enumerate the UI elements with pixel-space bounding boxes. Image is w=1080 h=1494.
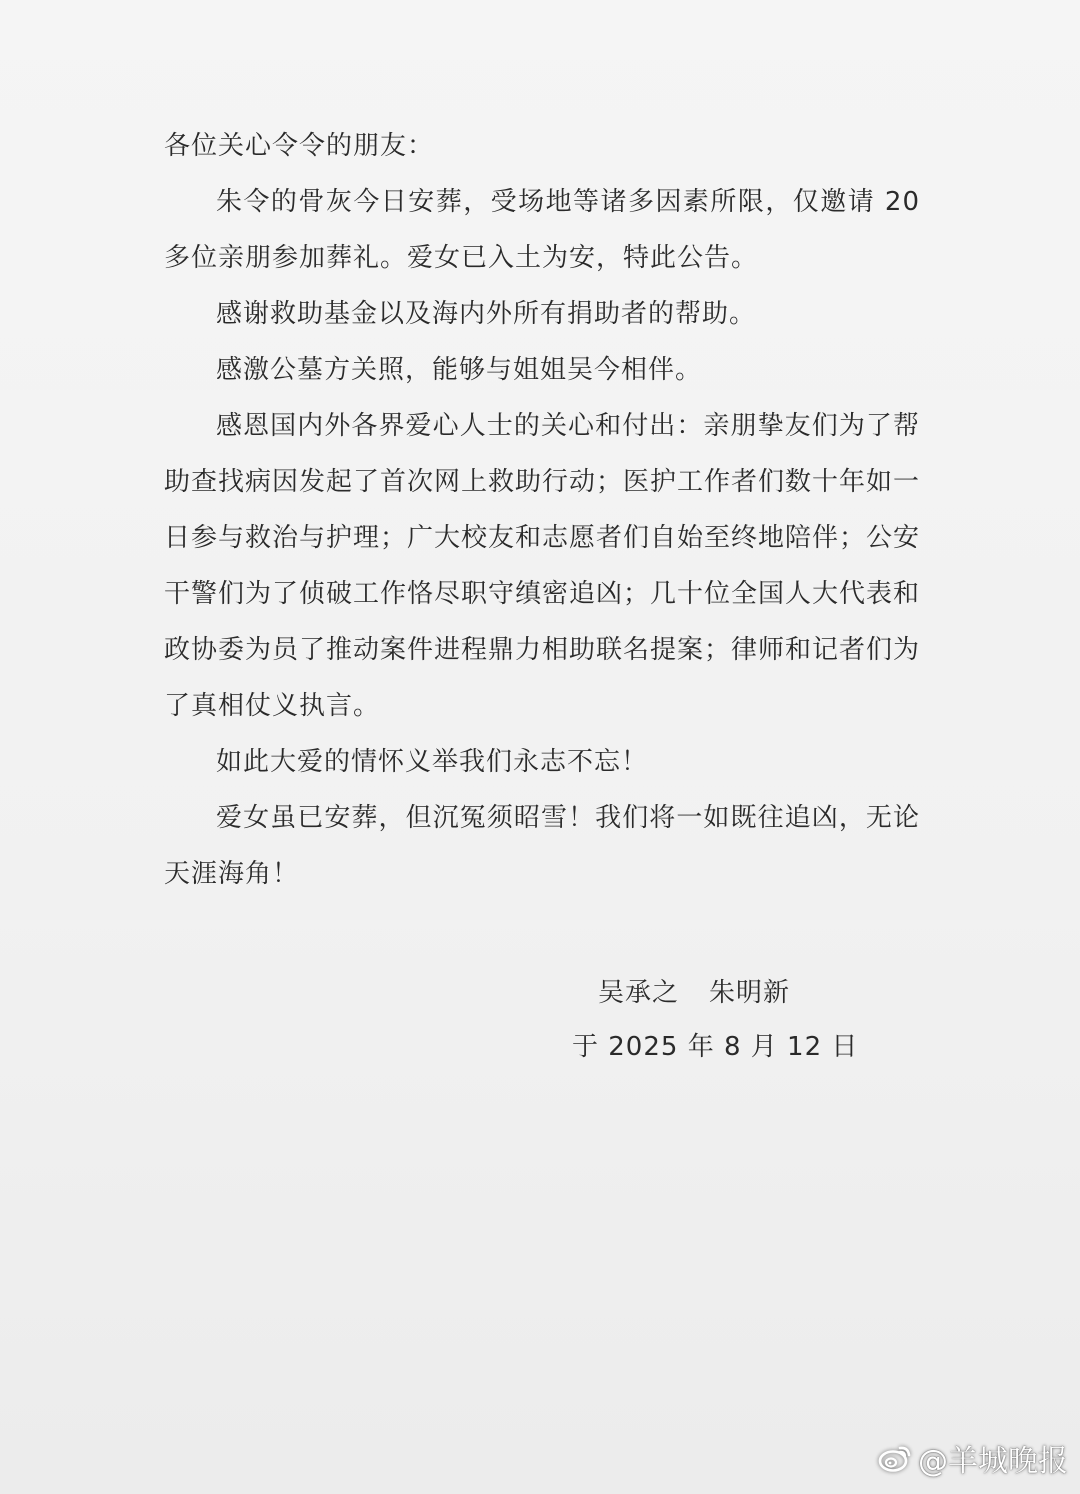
letter-body [164, 118, 920, 902]
paragraph-thanks-cemetery: 感激公墓方关照，能够与姐姐吴今相伴。 [216, 355, 703, 385]
signatory-names [598, 966, 858, 1020]
watermark-text: @羊城晚报 [918, 1444, 1068, 1479]
weibo-icon [878, 1443, 912, 1473]
signatory-name: 朱明新 [709, 978, 791, 1008]
salutation: 各位关心令令的朋友： [164, 131, 435, 161]
paragraph-never-forget: 如此大爱的情怀义举我们永志不忘！ [216, 747, 649, 777]
paragraph-thanks-donors: 感谢救助基金以及海内外所有捐助者的帮助。 [216, 299, 757, 329]
signature-date: 于 2025 年 8 月 12 日 [572, 1032, 859, 1062]
paragraph-gratitude-supporters: 感恩国内外各界爱心人士的关心和付出：亲朋挚友们为了帮助查找病因发起了首次网上救助行动；医护工作者们数十年如一日参与救治与护理；广大校友和志愿者们自始至终地陪伴；公安干警们为了侦破工作恪尽职守缜密追凶；几十位全国人大代表和政协委为员了推动案件进程鼎力相助联名提案；律师和记者们为了真相仗义执言。 [164, 411, 921, 721]
signatory-name: 吴承之 [598, 978, 680, 1008]
paragraph-seek-justice: 爱女虽已安葬，但沉冤须昭雪！我们将一如既往追凶，无论天涯海角！ [164, 803, 920, 889]
paragraph-funeral-notice: 朱令的骨灰今日安葬，受场地等诸多因素所限，仅邀请 20 多位亲朋参加葬礼。爱女已入土为安，特此公告。 [164, 187, 920, 273]
signature-block [572, 966, 859, 1074]
source-watermark [878, 1436, 1068, 1480]
